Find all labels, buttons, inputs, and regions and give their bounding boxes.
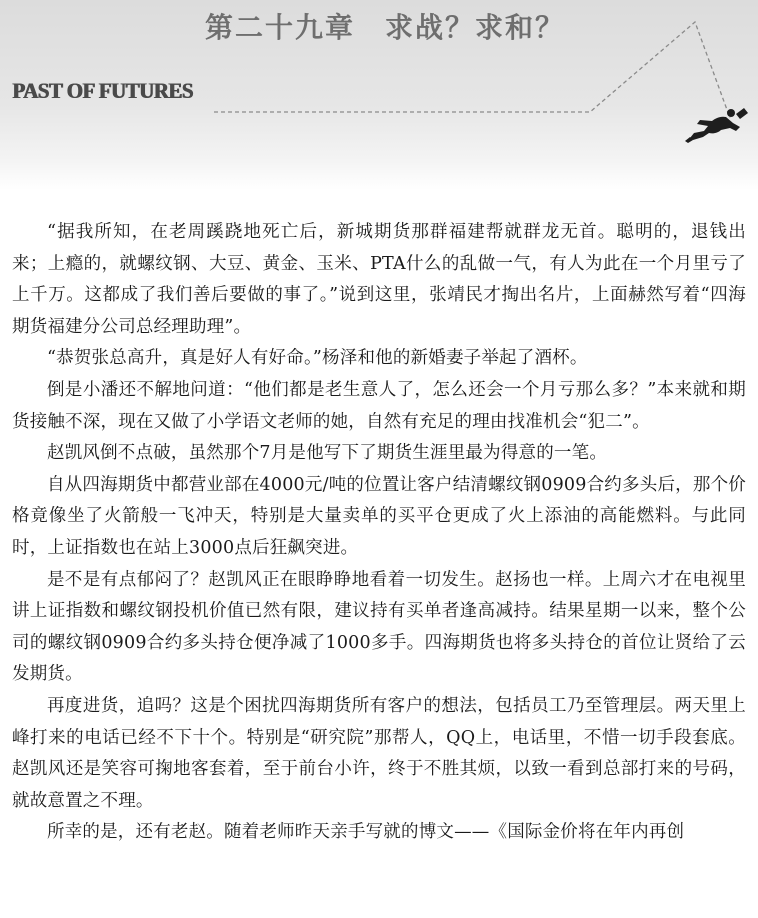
paragraph: 倒是小潘还不解地问道：“他们都是老生意人了，怎么还会一个月亏那么多？”本来就和期货接触不深，现在又做了小学语文老师的她，自然有充足的理由找准机会“犯二”。 (12, 379, 746, 432)
chapter-header (0, 0, 758, 190)
paragraph: 所幸的是，还有老赵。随着老师昨天亲手写就的博文——《国际金价将在年内再创 (47, 822, 685, 843)
series-label: PAST OF FUTURES (12, 78, 193, 103)
paragraph: “据我所知，在老周蹊跷地死亡后，新城期货那群福建帮就群龙无首。聪明的，退钱出来；上瘾的，就螺纹钢、大豆、黄金、玉米、PTA什么的乱做一气，有人为此在一个月里亏了上千万。这都成了我们善后要做的事了。”说到这里，张靖民才掏出名片，上面赫然写着“四海期货福建分公司总经理助理”。 (12, 222, 746, 337)
chapter-title: 第二十九章 求战？求和？ (204, 11, 565, 44)
climber-on-rope-icon (0, 0, 758, 190)
paragraph: 自从四海期货中都营业部在4000元/吨的位置让客户结清螺纹钢0909合约多头后，那个价格竟像坐了火箭般一飞冲天，特别是大量卖单的买平仓更成了火上添油的高能燃料。与此同时，上证指数也在站上3000点后狂飙突进。 (12, 474, 746, 558)
paragraph: 是不是有点郁闷了？赵凯风正在眼睁睁地看着一切发生。赵扬也一样。上周六才在电视里讲上证指数和螺纹钢投机价值已然有限，建议持有买单者逢高减持。结果星期一以来，整个公司的螺纹钢0909合约多头持仓便净减了1000多手。四海期货也将多头持仓的首位让贤给了云发期货。 (12, 569, 746, 685)
paragraph: 赵凯风倒不点破，虽然那个7月是他写下了期货生涯里最为得意的一笔。 (47, 443, 608, 464)
paragraph: “恭贺张总高升，真是好人有好命。”杨泽和他的新婚妻子举起了酒杯。 (47, 348, 588, 369)
paragraph: 再度进货，追吗？这是个困扰四海期货所有客户的想法，包括员工乃至管理层。两天里上峰打来的电话已经不下十个。特别是“研究院”那帮人，QQ上，电话里，不惜一切手段套底。赵凯风还是笑容可掬地客套着，至于前台小许，终于不胜其烦，以致一看到总部打来的号码，就故意置之不理。 (12, 695, 746, 811)
chapter-body (12, 217, 746, 917)
